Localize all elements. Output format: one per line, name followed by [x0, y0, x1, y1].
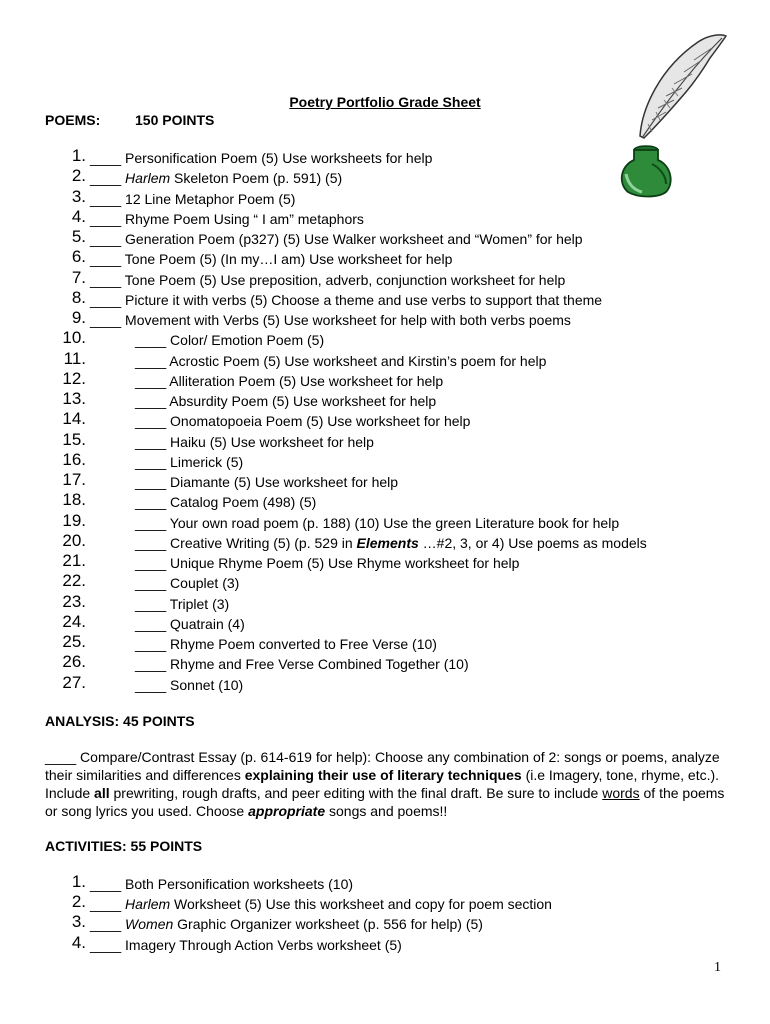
blank-line[interactable]: ____: [135, 494, 167, 511]
blank-line[interactable]: ____: [135, 453, 167, 470]
poems-item: [0, 411, 720, 431]
item-text: ____ Triplet (3): [135, 595, 230, 612]
poems-item: [0, 591, 720, 614]
item-number: 10.: [62, 328, 86, 348]
blank-line[interactable]: ____: [135, 372, 167, 389]
blank-line[interactable]: ____: [135, 575, 167, 592]
item-text: ____ Both Personification worksheets (10): [90, 876, 354, 892]
item-number: 20.: [62, 530, 86, 550]
item-text: ____ Creative Writing (5) (p. 529 in Elements …#2, 3, or 4) Use poems as models: [135, 534, 647, 551]
blank-line[interactable]: ____: [90, 231, 122, 247]
item-number: 25.: [62, 632, 86, 651]
poems-item: [0, 348, 720, 371]
poems-item: [0, 368, 720, 391]
item-text: ____ Tone Poem (5) Use preposition, adverb, conjunction worksheet for help: [90, 271, 566, 288]
poems-item: [0, 391, 720, 411]
item-number: 5.: [71, 227, 86, 246]
blank-line[interactable]: ____: [135, 514, 167, 531]
item-text: ____ Onomatopoeia Poem (5) Use worksheet for help: [135, 413, 471, 430]
poems-item: [0, 634, 720, 654]
item-text: ____ Alliteration Poem (5) Use worksheet for help: [135, 372, 444, 389]
blank-line[interactable]: ____: [90, 916, 122, 933]
item-number: 8.: [71, 287, 86, 307]
item-text: ____ Haiku (5) Use worksheet for help: [135, 433, 374, 450]
item-text: ____ 12 Line Metaphor Poem (5): [90, 190, 296, 207]
page-title: Poetry Portfolio Grade Sheet: [289, 94, 481, 110]
activities-heading: ACTIVITIES: 55 POINTS: [45, 838, 203, 854]
blank-line[interactable]: ____: [135, 393, 167, 409]
blank-line[interactable]: ____: [135, 615, 167, 632]
blank-line[interactable]: ____: [90, 291, 122, 308]
activities-item: [0, 914, 720, 934]
blank-line[interactable]: ____: [90, 271, 122, 288]
item-text: ____ Harlem Worksheet (5) Use this worksheet and copy for poem section: [90, 896, 552, 913]
poems-item: [0, 249, 720, 269]
item-number: 7.: [71, 267, 86, 287]
blank-line[interactable]: ____: [90, 936, 122, 953]
blank-line[interactable]: ____: [135, 656, 167, 673]
item-number: 12.: [62, 368, 86, 388]
poems-item: [0, 287, 720, 310]
blank-line[interactable]: ____: [135, 332, 167, 349]
poems-item: [0, 553, 720, 573]
item-text: ____ Movement with Verbs (5) Use worksheet for help with both verbs poems: [90, 312, 571, 328]
item-number: 14.: [62, 409, 86, 429]
item-number: 3.: [71, 912, 86, 932]
blank-line[interactable]: ____: [135, 534, 167, 551]
activities-item: [0, 932, 720, 955]
blank-line[interactable]: ____: [135, 413, 167, 430]
blank-line[interactable]: ____: [90, 251, 122, 268]
item-text: ____ Absurdity Poem (5) Use worksheet for help: [135, 393, 437, 409]
item-number: 19.: [62, 510, 86, 530]
item-number: 1.: [71, 872, 86, 891]
blank-line[interactable]: ____: [90, 150, 122, 166]
activities-item: [0, 874, 720, 894]
blank-line[interactable]: ____: [135, 433, 167, 450]
poems-item: [0, 206, 720, 229]
item-text: ____ Your own road poem (p. 188) (10) Use the green Literature book for help: [135, 514, 620, 531]
poems-item: [0, 510, 720, 533]
item-number: 13.: [62, 389, 86, 408]
poems-item: [0, 492, 720, 512]
blank-line[interactable]: ____: [90, 876, 122, 892]
blank-line[interactable]: ____: [90, 190, 122, 207]
item-number: 16.: [62, 449, 86, 469]
item-text: ____ Limerick (5): [135, 453, 244, 470]
item-text: ____ Sonnet (10): [135, 676, 244, 693]
poems-label: POEMS:: [45, 112, 101, 128]
poems-heading: [45, 112, 215, 128]
page-number: 1: [714, 960, 721, 975]
item-text: ____ Quatrain (4): [135, 615, 245, 632]
blank-line[interactable]: ____: [45, 749, 77, 765]
item-number: 22.: [62, 571, 86, 591]
poems-item: [0, 229, 720, 249]
poems-item: [0, 672, 720, 695]
poems-item: [0, 654, 720, 674]
blank-line[interactable]: ____: [135, 636, 167, 652]
item-number: 1.: [71, 146, 86, 165]
poems-item: [0, 267, 720, 290]
item-number: 3.: [71, 186, 86, 206]
blank-line[interactable]: ____: [135, 352, 167, 369]
poems-item: [0, 310, 720, 330]
item-text: ____ Unique Rhyme Poem (5) Use Rhyme worksheet for help: [135, 555, 520, 571]
blank-line[interactable]: ____: [135, 676, 167, 693]
item-number: 26.: [62, 652, 86, 672]
item-text: ____ Tone Poem (5) (In my…I am) Use worksheet for help: [90, 251, 453, 268]
item-text: ____ Women Graphic Organizer worksheet (p. 556 for help) (5): [90, 916, 483, 933]
item-text: ____ Generation Poem (p327) (5) Use Walker worksheet and “Women” for help: [90, 231, 583, 247]
blank-line[interactable]: ____: [90, 896, 122, 913]
item-text: ____ Picture it with verbs (5) Choose a theme and use verbs to support that theme: [90, 291, 603, 308]
item-number: 11.: [63, 348, 86, 368]
item-number: 23.: [62, 591, 86, 611]
poems-item: [0, 429, 720, 452]
blank-line[interactable]: ____: [90, 210, 122, 227]
item-text: ____ Color/ Emotion Poem (5): [135, 332, 325, 349]
blank-line[interactable]: ____: [90, 312, 122, 328]
item-number: 2.: [71, 166, 86, 186]
activities-item: [0, 894, 720, 914]
blank-line[interactable]: ____: [135, 555, 167, 571]
item-number: 17.: [62, 470, 86, 489]
item-number: 4.: [71, 206, 86, 226]
blank-line[interactable]: ____: [135, 474, 167, 490]
item-text: ____ Diamante (5) Use worksheet for help: [135, 474, 399, 490]
poems-item: [0, 530, 720, 553]
item-number: 24.: [62, 611, 86, 631]
poems-item: [0, 573, 720, 593]
item-number: 2.: [71, 892, 86, 912]
item-number: 4.: [71, 932, 86, 952]
blank-line[interactable]: ____: [135, 595, 167, 612]
item-number: 21.: [62, 551, 86, 570]
poems-item: [0, 186, 720, 209]
item-text: ____ Couplet (3): [135, 575, 240, 592]
item-text: ____ Rhyme and Free Verse Combined Together (10): [135, 656, 469, 673]
item-text: ____ Rhyme Poem Using “ I am” metaphors: [90, 210, 364, 227]
item-number: 27.: [62, 672, 86, 692]
item-number: 15.: [62, 429, 86, 449]
item-text: ____ Imagery Through Action Verbs worksheet (5): [90, 936, 402, 953]
item-number: 18.: [62, 490, 86, 510]
poems-item: [0, 168, 720, 188]
item-number: 9.: [71, 308, 86, 327]
poems-points: 150 POINTS: [135, 112, 215, 128]
item-text: ____ Catalog Poem (498) (5): [135, 494, 317, 511]
item-text: ____ Harlem Skeleton Poem (p. 591) (5): [90, 170, 343, 187]
poems-item: [0, 611, 720, 634]
poems-item: [0, 330, 720, 350]
analysis-paragraph: ____ Compare/Contrast Essay (p. 614-619 for help): Choose any combination of 2: songs or poems, analyze their similarities and differences explaining their use of literary techniques (i.e Imagery, tone, rhyme, etc.). Include all prewriting, rough drafts, and peer editing with the final draft. Be sure to include words of the poems or song lyrics you used. Choose appropriate songs and poems!!: [45, 749, 725, 819]
item-text: ____ Personification Poem (5) Use worksheets for help: [90, 150, 433, 166]
analysis-heading: ANALYSIS: 45 POINTS: [45, 713, 195, 729]
item-number: 6.: [71, 247, 86, 267]
poems-item: [0, 148, 720, 168]
poems-item: [0, 472, 720, 492]
item-text: ____ Acrostic Poem (5) Use worksheet and Kirstin’s poem for help: [135, 352, 547, 369]
item-text: ____ Rhyme Poem converted to Free Verse (10): [135, 636, 437, 652]
poems-item: [0, 449, 720, 472]
blank-line[interactable]: ____: [90, 170, 122, 187]
